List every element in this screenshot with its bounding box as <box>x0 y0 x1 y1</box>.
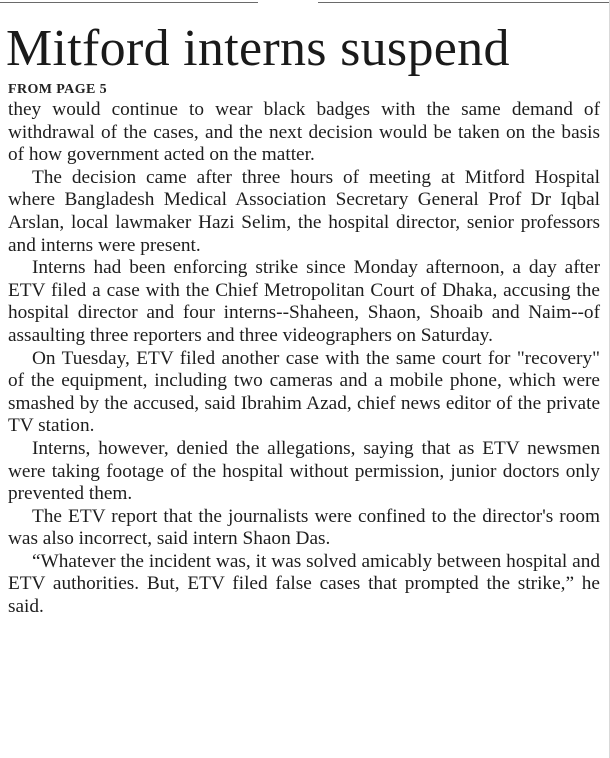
top-rule-left <box>0 2 258 3</box>
article-body <box>8 99 600 619</box>
paragraph: The ETV report that the journalists were confined to the director's room was also incorrect, said intern Shaon Das. <box>8 505 600 550</box>
headline: Mitford interns suspend <box>6 20 510 77</box>
continuation-kicker: FROM PAGE 5 <box>8 82 108 97</box>
paragraph: “Whatever the incident was, it was solved amicably between hospital and ETV authorities. But, ETV filed false cases that prompted the strike,” he said. <box>8 550 600 618</box>
top-rule-right <box>318 2 610 3</box>
paragraph: Interns, however, denied the allegations, saying that as ETV newsmen were taking footage of the hospital without permission, junior doctors only prevented them. <box>8 437 600 505</box>
paragraph: Interns had been enforcing strike since Monday afternoon, a day after ETV filed a case with the Chief Metropolitan Court of Dhaka, accusing the hospital director and four interns--Shaheen, Shaon, Shoaib and Naim--of assaulting three reporters and three videographers on Saturday. <box>8 257 600 346</box>
paragraph: On Tuesday, ETV filed another case with the same court for "recovery" of the equipment, including two cameras and a mobile phone, which were smashed by the accused, said Ibrahim Azad, chief news editor of the private TV station. <box>8 347 600 437</box>
paragraph: The decision came after three hours of meeting at Mitford Hospital where Bangladesh Medical Association Secretary General Prof Dr Iqbal Arslan, local lawmaker Hazi Selim, the hospital director, senior professors and interns were present. <box>8 166 600 256</box>
paragraph: they would continue to wear black badges with the same demand of withdrawal of the cases, and the next decision would be taken on the basis of how government acted on the matter. <box>8 99 600 166</box>
